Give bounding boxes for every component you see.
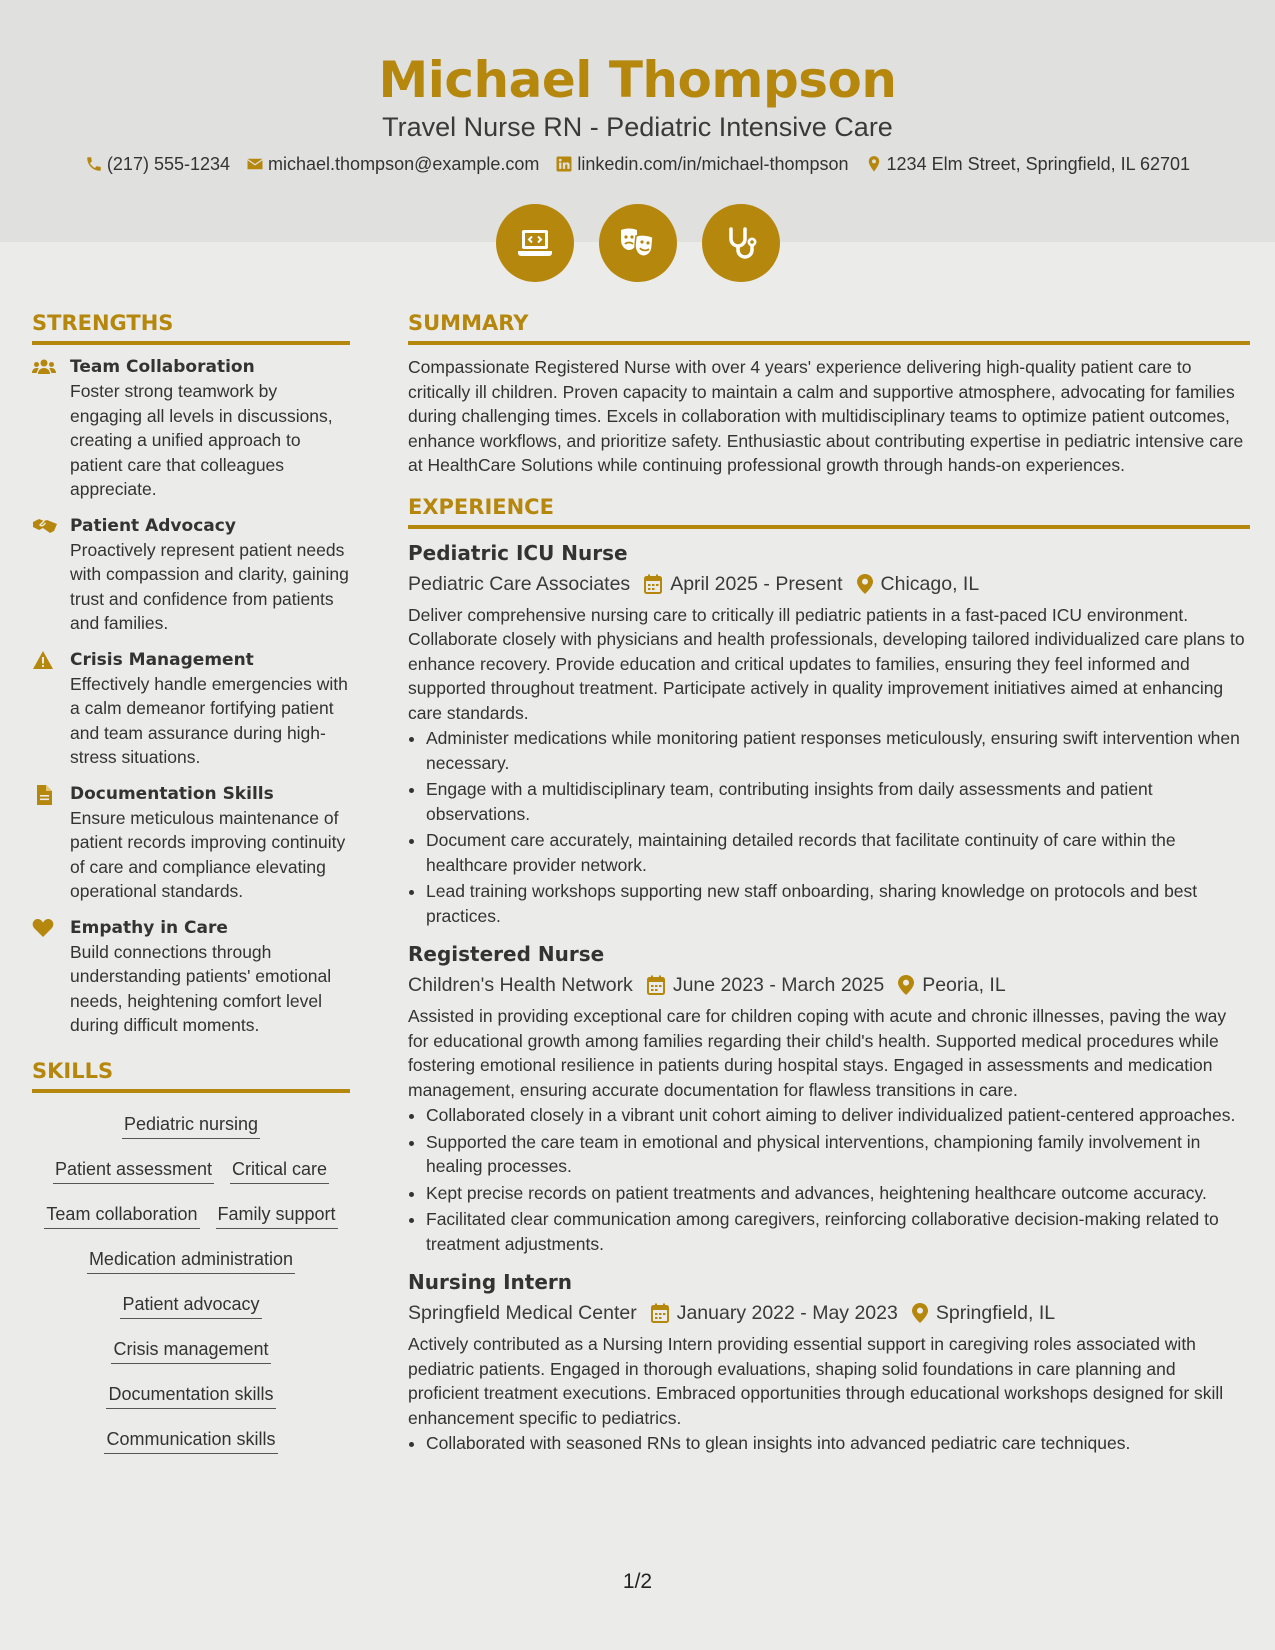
job-company: Children's Health Network — [408, 974, 633, 996]
stethoscope-icon — [721, 223, 761, 263]
job-position: Nursing Intern — [408, 1270, 573, 1294]
job-bullet: • Collaborated closely in a vibrant unit cohort aiming to deliver individualized patient-centered approaches. — [426, 1103, 1250, 1128]
calendar-icon — [651, 1303, 669, 1323]
job-dates: April 2025 - Present — [670, 572, 843, 595]
strength-desc: Effectively handle emergencies with a calm demeanor fortifying patient and team assurance during high-stress situations. — [70, 673, 348, 767]
summary-heading: SUMMARY — [408, 308, 1250, 345]
strength-name: Patient Advocacy — [70, 515, 236, 536]
document-icon — [35, 784, 53, 806]
right-column — [408, 308, 1250, 1468]
strength-item — [32, 648, 350, 770]
job-bullet: • Kept precise records on patient treatments and advances, heightening healthcare outcome accuracy. — [426, 1181, 1250, 1206]
candidate-name: Michael Thompson — [378, 51, 897, 109]
envelope-icon — [246, 155, 264, 173]
job-company: Pediatric Care Associates — [408, 572, 631, 595]
header-band — [0, 0, 1275, 242]
calendar-icon — [644, 574, 662, 594]
contact-row — [0, 152, 1275, 176]
calendar-icon — [647, 975, 665, 995]
laptop-code-icon — [515, 223, 555, 263]
warning-icon — [32, 650, 54, 670]
skill-tag: Family support — [216, 1201, 338, 1229]
skill-tag: Team collaboration — [44, 1201, 199, 1229]
job-bullets — [408, 1431, 1250, 1456]
skill-tag: Patient assessment — [53, 1156, 214, 1184]
contact-linkedin[interactable] — [555, 152, 848, 176]
job-bullet: • Lead training workshops supporting new staff onboarding, sharing knowledge on protocols and best practices. — [426, 879, 1250, 928]
email-text: michael.thompson@example.com — [268, 154, 540, 174]
stethoscope-badge — [702, 204, 780, 282]
job-dates: June 2023 - March 2025 — [672, 974, 885, 996]
job-entry — [408, 1268, 1250, 1456]
skill-tag: Crisis management — [111, 1336, 270, 1364]
theater-masks-badge — [599, 204, 677, 282]
job-entry — [408, 539, 1250, 929]
laptop-code-badge — [496, 204, 574, 282]
map-pin-icon — [865, 155, 883, 173]
strengths-heading: STRENGTHS — [32, 308, 350, 345]
job-location: Peoria, IL — [922, 974, 1006, 996]
job-meta — [408, 569, 1250, 599]
job-entry — [408, 940, 1250, 1256]
skills-heading: SKILLS — [32, 1056, 350, 1093]
contact-address — [865, 152, 1191, 176]
job-description: Assisted in providing exceptional care for children coping with acute and chronic illnesses, paving the way for educational growth among families regarding their child's health. Supported medical procedures while fostering emotional resilience in patients during hospital stays. Engaged in assessments and medication management, ensuring accurate documentation for flawless transitions in care. — [408, 1006, 1227, 1100]
page-number: 1/2 — [622, 1570, 653, 1593]
phone-icon — [85, 155, 103, 173]
skill-tag: Critical care — [230, 1156, 329, 1184]
skill-tag: Communication skills — [104, 1426, 277, 1454]
handshake-icon — [32, 516, 58, 536]
strength-desc: Ensure meticulous maintenance of patient records improving continuity of care and compliance elevating operational standards. — [70, 807, 346, 901]
contact-email[interactable] — [246, 152, 539, 176]
strength-item — [32, 355, 350, 502]
job-bullet: • Document care accurately, maintaining detailed records that facilitate continuity of care within the healthcare provider network. — [426, 828, 1250, 877]
job-dates: January 2022 - May 2023 — [676, 1302, 898, 1324]
strength-name: Empathy in Care — [70, 917, 228, 938]
job-bullet: • Facilitated clear communication among caregivers, reinforcing collaborative decision-making related to treatment adjustments. — [426, 1207, 1250, 1256]
job-location: Springfield, IL — [935, 1302, 1056, 1324]
job-position: Pediatric ICU Nurse — [408, 540, 628, 565]
job-position: Registered Nurse — [408, 942, 605, 966]
strength-name: Crisis Management — [70, 649, 254, 670]
job-description: Actively contributed as a Nursing Intern providing essential support in caregiving roles associated with pediatric patients. Engaged in thorough evaluations, shaping solid foundations in care planning and proficient treatment executions. Embraced opportunities through educational workshops designed for skill enhancement specific to pediatrics. — [408, 1334, 1224, 1428]
job-description: Deliver comprehensive nursing care to critically ill pediatric patients in a fast-paced ICU environment. Collaborate closely with physicians and health professionals, developing tailored individualized care plans to enhance recovery. Provide education and critical updates to families, ensuring they feel informed and supported throughout treatment. Participate actively in quality improvement initiatives aimed at enhancing care standards. — [408, 604, 1245, 723]
job-meta — [408, 970, 1250, 1000]
job-company: Springfield Medical Center — [408, 1302, 637, 1324]
strength-item — [32, 514, 350, 636]
skills-list — [32, 1103, 350, 1471]
interest-badges — [0, 204, 1275, 282]
map-pin-icon — [898, 975, 914, 995]
strength-desc: Build connections through understanding patients' emotional needs, heightening comfort level during difficult moments. — [70, 941, 332, 1035]
strength-name: Documentation Skills — [70, 783, 274, 804]
map-pin-icon — [912, 1303, 928, 1323]
skill-tag: Medication administration — [87, 1246, 295, 1274]
skill-tag: Patient advocacy — [120, 1291, 261, 1319]
theater-masks-icon — [617, 222, 659, 264]
map-pin-icon — [857, 574, 873, 594]
skill-tag: Documentation skills — [106, 1381, 275, 1409]
users-icon — [32, 357, 56, 377]
job-bullet: • Engage with a multidisciplinary team, contributing insights from daily assessments and patient observations. — [426, 777, 1250, 826]
strength-desc: Foster strong teamwork by engaging all levels in discussions, creating a unified approach to patient care that colleagues appreciate. — [70, 381, 333, 499]
address-text: 1234 Elm Street, Springfield, IL 62701 — [886, 154, 1191, 174]
strength-item — [32, 916, 350, 1038]
skill-tag: Pediatric nursing — [122, 1111, 260, 1139]
heart-icon — [32, 918, 54, 938]
job-bullet: • Collaborated with seasoned RNs to glean insights into advanced pediatric care techniques. — [426, 1431, 1250, 1456]
job-location: Chicago, IL — [880, 572, 980, 595]
strength-item — [32, 782, 350, 904]
experience-heading: EXPERIENCE — [408, 492, 1250, 529]
job-bullet: • Supported the care team in emotional and physical interventions, championing family involvement in healing processes. — [426, 1130, 1250, 1179]
job-bullets — [408, 726, 1250, 928]
summary-text: Compassionate Registered Nurse with over 4 years' experience delivering high-quality patient care to critically ill children. Proven capacity to maintain a calm and supportive atmosphere, advocating for families during challenging times. Excels in collaboration with multidisciplinary teams to optimize patient outcomes, enhance workflows, and prioritize safety. Enthusiastic about contributing expertise in pediatric intensive care at HealthCare Solutions while continuing professional growth through hands-on experiences. — [408, 357, 1244, 475]
linkedin-icon — [555, 155, 573, 173]
job-bullets — [408, 1103, 1250, 1256]
job-title: Travel Nurse RN - Pediatric Intensive Care — [382, 112, 893, 142]
contact-phone[interactable] — [85, 152, 230, 176]
phone-text: (217) 555-1234 — [106, 154, 231, 174]
left-column — [32, 308, 350, 1471]
strength-name: Team Collaboration — [70, 357, 255, 377]
job-meta — [408, 1298, 1250, 1328]
job-bullet: • Administer medications while monitoring patient responses meticulously, ensuring swift intervention when necessary. — [426, 726, 1250, 775]
linkedin-text: linkedin.com/in/michael-thompson — [577, 154, 849, 174]
strength-desc: Proactively represent patient needs with compassion and clarity, gaining trust and confidence from patients and families. — [70, 539, 349, 633]
